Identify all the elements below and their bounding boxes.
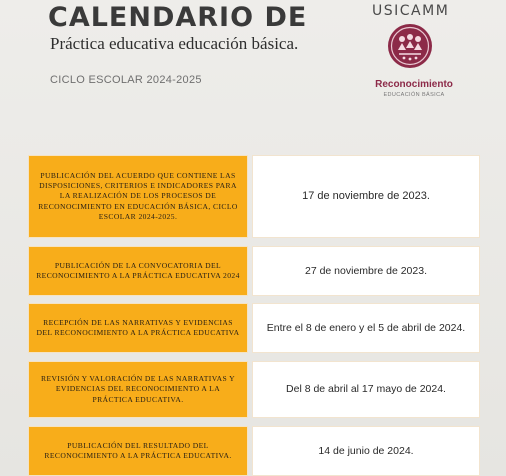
schedule-row bbox=[28, 246, 480, 296]
activity-cell: PUBLICACIÓN DEL RESULTADO DEL RECONOCIMIENTO A LA PRÁCTICA EDUCATIVA. bbox=[28, 426, 248, 476]
activity-cell: REVISIÓN Y VALORACIÓN DE LAS NARRATIVAS Y EVIDENCIAS DEL RECONOCIMIENTO A LA PRÁCTICA EDUCATIVA. bbox=[28, 361, 248, 418]
brand-name: Reconocimiento bbox=[375, 79, 453, 90]
schedule-row bbox=[28, 303, 480, 353]
seal-graphic bbox=[387, 23, 433, 69]
schedule-row bbox=[28, 361, 480, 418]
date-cell: 14 de junio de 2024. bbox=[252, 426, 480, 476]
org-name: USICAMM bbox=[372, 3, 450, 19]
page-title: CALENDARIO DE bbox=[48, 2, 308, 33]
school-cycle: CICLO ESCOLAR 2024-2025 bbox=[50, 74, 202, 86]
recognition-seal-icon bbox=[387, 23, 433, 69]
activity-cell: PUBLICACIÓN DEL ACUERDO QUE CONTIENE LAS DISPOSICIONES, CRITERIOS E INDICADORES PARA LA REALIZACIÓN DE LOS PROCESOS DE RECONOCIMIENTO EN EDUCACIÓN BÁSICA, CICLO ESCOLAR 2024-2025. bbox=[28, 155, 248, 238]
schedule-row bbox=[28, 426, 480, 476]
date-cell: 17 de noviembre de 2023. bbox=[252, 155, 480, 238]
date-cell: Entre el 8 de enero y el 5 de abril de 2024. bbox=[252, 303, 480, 353]
brand-subtitle: EDUCACIÓN BÁSICA bbox=[383, 92, 445, 98]
page-subtitle: Práctica educativa educación básica. bbox=[50, 34, 299, 53]
schedule-row bbox=[28, 155, 480, 238]
activity-cell: PUBLICACIÓN DE LA CONVOCATORIA DEL RECONOCIMIENTO A LA PRÁCTICA EDUCATIVA 2024 bbox=[28, 246, 248, 296]
activity-cell: RECEPCIÓN DE LAS NARRATIVAS Y EVIDENCIAS DEL RECONOCIMIENTO A LA PRÁCTICA EDUCATIVA bbox=[28, 303, 248, 353]
date-cell: 27 de noviembre de 2023. bbox=[252, 246, 480, 296]
date-cell: Del 8 de abril al 17 mayo de 2024. bbox=[252, 361, 480, 418]
